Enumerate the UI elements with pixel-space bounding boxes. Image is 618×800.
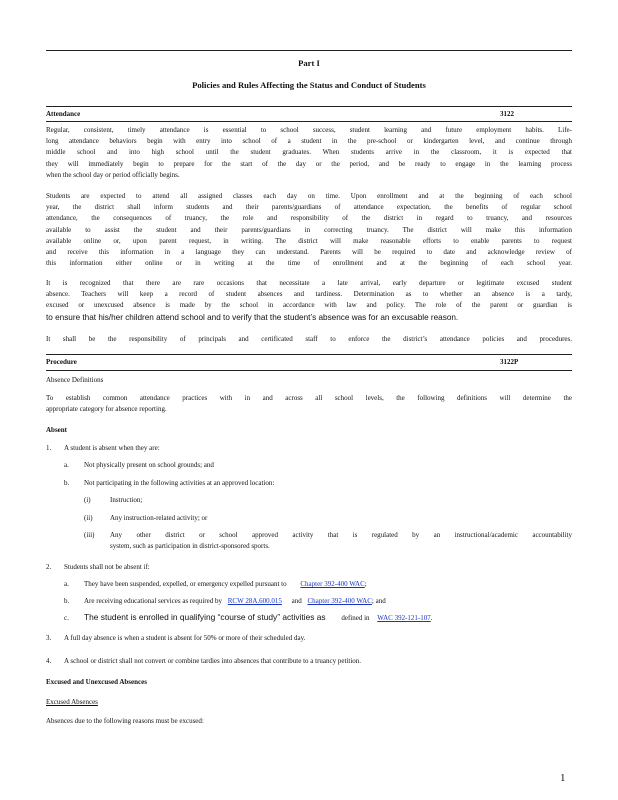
list-number: 2. (46, 563, 52, 571)
document-subtitle: Policies and Rules Affecting the Status and Conduct of Students (192, 80, 426, 90)
sub-label: a. (64, 461, 69, 469)
procedure-intro: To establish common attendance practices with in and across all school levels, the following definitions will determine the appropriate category for absence reporting. (46, 394, 572, 414)
section-rule (46, 370, 572, 371)
procedure-code: 3122P (500, 358, 519, 366)
absence-definitions-heading: Absence Definitions (46, 376, 104, 384)
sub-label: a. (64, 580, 69, 588)
roman-label: (ii) (84, 514, 93, 522)
sub-label: b. (64, 597, 70, 605)
policy-code: 3122 (500, 110, 514, 118)
section-rule (46, 106, 572, 107)
excused-unexcused-heading: Excused and Unexcused Absences (46, 678, 147, 686)
wac-chapter-link[interactable]: Chapter 392-400 WAC (307, 597, 372, 605)
part-title: Part I (298, 58, 320, 68)
roman-item: Any instruction-related activity; or (110, 514, 208, 522)
paragraph-1: Regular, consistent, timely attendance is essential to school success, student learning and future employment habits. Life- long attendance behaviors begin with entry into school of a student in the pre-school or kindergarten level, and continue through middle school and into high school until the student graduates. When students arrive in the classroom, it is expected that they will immediately begin to prepare for the start of the day or the period, and be ready to engage in the learning process when the school day or period officially begins. (46, 126, 572, 179)
section-rule (46, 121, 572, 122)
absent-heading: Absent (46, 426, 68, 434)
paragraph-2: Students are expected to attend all assigned classes each day on time. Upon enrollment and at the beginning of each school year, the district shall inform students and their parents/guardians of attendance expectation, the benefits of regular school attendance, the consequences of truancy, the role and responsibility of the district in regard to truancy, and resources available to assist the student and their parents/guardians in correcting truancy. The district will make this information available online or, upon parent request, in writing. The district will make reasonable efforts to enable parents to request and receive this information in a language they can understand. Parents will be required to date and acknowledge review of this information either online or in writing at the time of enrollment and at the beginning of each school year. (46, 192, 572, 268)
sub-item: Not participating in the following activities at an approved location: (84, 479, 275, 487)
list-item: A student is absent when they are: (64, 444, 160, 452)
sub-item: They have been suspended, expelled, or emergency expelled pursuant to Chapter 392-400 WAC; (84, 580, 367, 588)
top-rule (46, 50, 572, 51)
list-item: A full day absence is when a student is absent for 50% or more of their scheduled day. (64, 634, 306, 642)
sub-item: The student is enrolled in qualifying “course of study” activities as defined in WAC 392-121-107. (84, 612, 433, 622)
paragraph-4: It shall be the responsibility of principals and certificated staff to enforce the district’s attendance policies and procedures. (46, 335, 572, 343)
paragraph-3: It is recognized that there are rare occasions that necessitate a late arrival, early departure or legitimate excused student absence. Teachers will keep a record of student absences and tardiness. Determination as to whether an absence is a tardy, excused or unexcused absence is made by the school in accordance with law and policy. The role of the parent or guardian is to ensure that his/her children attend school and to verify that the student’s absence was for an excusable reason. (46, 279, 572, 322)
excused-absences-heading: Excused Absences (46, 698, 98, 706)
rcw-link[interactable]: RCW 28A.600.015 (227, 597, 282, 605)
wac-chapter-link[interactable]: Chapter 392-400 WAC (300, 580, 365, 588)
list-number: 3. (46, 634, 52, 642)
sub-item: Are receiving educational services as required by RCW 28A.600.015 and Chapter 392-400 WAC; and (84, 597, 386, 605)
list-number: 4. (46, 657, 52, 665)
page-number: 1 (560, 772, 566, 784)
section-heading-attendance: Attendance (46, 110, 81, 118)
list-item: Students shall not be absent if: (64, 563, 150, 571)
section-heading-procedure: Procedure (46, 358, 77, 366)
roman-label: (i) (84, 496, 91, 504)
wac-section-link[interactable]: WAC 392-121-107 (377, 614, 431, 622)
roman-label: (iii) (84, 531, 95, 539)
section-rule (46, 354, 572, 355)
sub-label: b. (64, 479, 70, 487)
sub-item: Not physically present on school grounds; and (84, 461, 214, 469)
roman-item: Instruction; (110, 496, 143, 504)
sub-label: c. (64, 614, 69, 622)
roman-item: Any other district or school approved activity that is regulated by an instructional/academic accountability system, such as participation in district-sponsored sports. (110, 531, 572, 551)
excused-intro: Absences due to the following reasons must be excused: (46, 717, 204, 725)
list-number: 1. (46, 444, 52, 452)
list-item: A school or district shall not convert or combine tardies into absences that contribute to a truancy petition. (64, 657, 362, 665)
